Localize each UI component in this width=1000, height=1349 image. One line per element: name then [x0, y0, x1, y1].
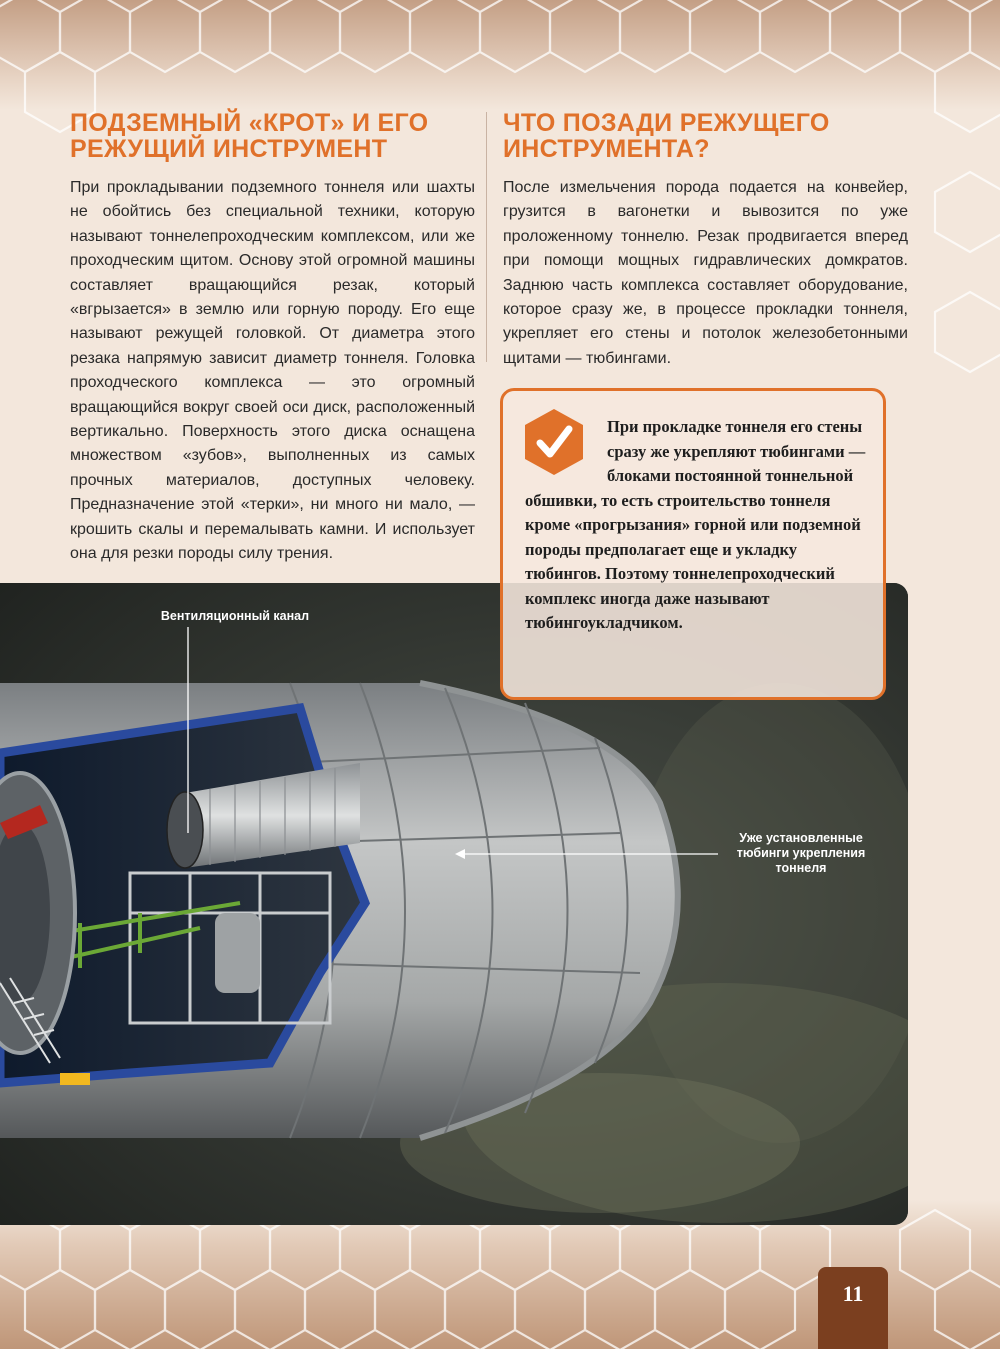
- right-heading: [503, 110, 923, 162]
- callout-text: [525, 415, 870, 636]
- tip-callout: [500, 388, 886, 700]
- column-divider: [486, 112, 487, 362]
- left-body-text: При прокладывании подземного тоннеля или шахты не обойтись без специальной техники, которую называют тоннелепроходческим комплексом, или же проходческим щитом. Основу этой огромной машины составляет вращающийся резак, который «вгрызается» в землю или горную породу. Его еще называют режущей головкой. От диаметра этого резака напрямую зависит диаметр тоннеля. Головка проходческого комплекса — это огромный вращающийся вокруг своей оси диск, расположенный вертикально. Поверхность этого диска оснащена множеством «зубов», выполненных из самых прочных материалов, доступных человеку. Предназначение этой «терки», ни много ни мало, — крошить скалы и перемалывать камни. И использует она для резки породы силу трения.: [70, 179, 475, 563]
- right-heading-line1: ЧТО ПОЗАДИ РЕЖУЩЕГО: [503, 109, 830, 137]
- left-heading: [70, 110, 480, 162]
- icon-spacer: [525, 415, 607, 487]
- left-body: [70, 176, 475, 567]
- callout-body: При прокладке тоннеля его стены сразу же укрепляют тюбингами — блоками постоянной тоннельной обшивки, то есть строительство тоннеля кроме «прогрызания» горной или подземной породы предполагает еще и укладку тюбингов. Поэтому тоннелепроходческий комплекс иногда даже называют тюбингоукладчиком.: [525, 417, 866, 632]
- page-number: 11: [842, 1281, 864, 1306]
- right-body-text: После измельчения порода подается на конвейер, грузится в вагонетки и вывозится по уже проложенному тоннелю. Резак продвигается вперед при помощи мощных гидравлических домкратов. Заднюю часть комплекса составляет оборудование, которое сразу же, в процессе прокладки тоннеля, укрепляет его стены и потолок железобетонными щитами — тюбингами.: [503, 179, 908, 367]
- installed-segments-label: Уже установленные тюбинги укрепления тоннеля: [736, 831, 866, 875]
- right-heading-line2: ИНСТРУМЕНТА?: [503, 135, 710, 163]
- right-body: [503, 176, 908, 371]
- left-heading-line1: ПОДЗЕМНЫЙ «КРОТ» И ЕГО: [70, 109, 429, 137]
- page-number-tab: [818, 1267, 888, 1349]
- left-heading-line2: РЕЖУЩИЙ ИНСТРУМЕНТ: [70, 135, 388, 163]
- ventilation-channel-label: Вентиляционный канал: [160, 609, 310, 623]
